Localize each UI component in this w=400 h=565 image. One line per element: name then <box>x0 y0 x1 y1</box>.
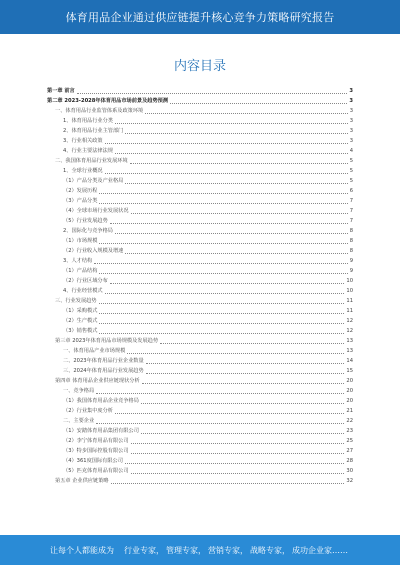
toc-title: 内容目录 <box>173 59 226 74</box>
toc-entry-label: （1）安踏体育用品集团有限公司 <box>63 428 139 434</box>
toc-entry[interactable] <box>47 386 353 396</box>
toc-entry-page: 7 <box>349 208 353 214</box>
toc-entry-page: 4 <box>349 148 353 154</box>
toc-dot-leader <box>146 373 345 374</box>
toc-entry-page: 5 <box>349 168 353 174</box>
toc-entry[interactable] <box>47 96 353 106</box>
toc-entry-page: 10 <box>346 278 353 284</box>
toc-entry-page: 3 <box>349 98 353 104</box>
toc-entry-label: （3）销售模式 <box>63 328 98 334</box>
toc-entry-page: 22 <box>346 418 353 424</box>
toc-dot-leader <box>99 273 347 274</box>
toc-dot-leader <box>96 393 344 394</box>
toc-entry[interactable] <box>47 166 353 176</box>
report-title: 体育用品企业通过供应链提升核心竞争力策略研究报告 <box>65 11 335 24</box>
toc-entry-page: 6 <box>349 188 353 194</box>
toc-entry[interactable] <box>47 116 353 126</box>
toc-entry-page: 20 <box>346 388 353 394</box>
toc-entry-label: 一、竞争格局 <box>63 388 95 394</box>
footer-tag: 管理专家， <box>166 545 206 555</box>
toc-entry[interactable] <box>47 156 353 166</box>
toc-entry-page: 5 <box>349 178 353 184</box>
toc-entry[interactable] <box>47 256 353 266</box>
toc-entry[interactable] <box>47 136 353 146</box>
toc-dot-leader <box>96 423 344 424</box>
toc-entry[interactable] <box>47 86 353 96</box>
toc-entry-label: （2）发展历程 <box>63 188 98 194</box>
toc-entry-page: 21 <box>346 408 353 414</box>
toc-entry[interactable] <box>47 306 353 316</box>
toc-entry-label: （3）特步国际控股有限公司 <box>63 448 129 454</box>
toc-dot-leader <box>131 473 345 474</box>
toc-entry[interactable] <box>47 366 353 376</box>
toc-entry-page: 3 <box>349 128 353 134</box>
toc-dot-leader <box>141 403 344 404</box>
footer-banner <box>0 535 400 565</box>
toc-entry[interactable] <box>47 286 353 296</box>
toc-dot-leader <box>99 303 345 304</box>
toc-dot-leader <box>99 313 344 314</box>
toc-entry-label: 第三章 2023年体育用品市场规模及发展趋势 <box>55 338 159 344</box>
toc-entry-page: 27 <box>346 448 353 454</box>
toc-entry-page: 13 <box>346 348 353 354</box>
toc-entry-label: 一、体育用品产业市场规模 <box>63 348 126 354</box>
toc-dot-leader <box>131 453 345 454</box>
toc-dot-leader <box>125 463 345 464</box>
toc-entry-page: 15 <box>346 368 353 374</box>
toc-entry-page: 3 <box>349 108 353 114</box>
toc-entry[interactable] <box>47 186 353 196</box>
toc-entry[interactable] <box>47 476 353 486</box>
toc-entry-label: 2、国际化与竞争格局 <box>63 228 113 234</box>
toc-entry-page: 23 <box>346 428 353 434</box>
toc-entry[interactable] <box>47 146 353 156</box>
toc-entry-label: （2）行业集中度分析 <box>63 408 113 414</box>
toc-entry[interactable] <box>47 466 353 476</box>
toc-dot-leader <box>105 293 345 294</box>
toc-entry[interactable] <box>47 126 353 136</box>
toc-entry-label: 第五章 企业供应链策略 <box>55 478 109 484</box>
toc-entry-label: 1、全球行业概况 <box>63 168 103 174</box>
toc-entry-label: 第四章 体育用品企业供应链现状分析 <box>55 378 140 384</box>
toc-dot-leader <box>94 263 347 264</box>
toc-entry-page: 14 <box>346 358 353 364</box>
toc-entry[interactable] <box>47 356 353 366</box>
toc-entry-page: 12 <box>346 318 353 324</box>
toc-entry-label: 第一章 前言 <box>47 88 75 94</box>
toc-entry-page: 30 <box>346 468 353 474</box>
toc-entry[interactable] <box>47 416 353 426</box>
toc-entry[interactable] <box>47 406 353 416</box>
toc-dot-leader <box>115 413 344 414</box>
toc-entry-page: 28 <box>346 458 353 464</box>
toc-dot-leader <box>99 203 347 204</box>
toc-entry-page: 8 <box>349 248 353 254</box>
toc-entry[interactable] <box>47 346 353 356</box>
toc-entry-label: 2、体育用品行业主管部门 <box>63 128 124 134</box>
toc-entry-page: 10 <box>346 288 353 294</box>
toc-entry-label: （4）361度国际有限公司 <box>63 458 123 464</box>
toc-entry-page: 9 <box>349 268 353 274</box>
toc-dot-leader <box>127 353 344 354</box>
table-of-contents <box>47 86 353 486</box>
toc-entry[interactable] <box>47 246 353 256</box>
footer-tag: 战略专家， <box>250 545 290 555</box>
toc-dot-leader <box>99 243 347 244</box>
toc-entry-label: （1）产品结构 <box>63 268 98 274</box>
toc-entry-label: （2）行业区域分布 <box>63 278 108 284</box>
toc-dot-leader <box>115 153 348 154</box>
toc-entry-label: （1）产品分类及产业格局 <box>63 178 124 184</box>
toc-entry-page: 20 <box>346 378 353 384</box>
toc-entry-page: 11 <box>346 308 353 314</box>
toc-entry-label: （3）产品分类 <box>63 198 98 204</box>
toc-dot-leader <box>141 433 344 434</box>
footer-tag: 行业专家， <box>124 545 164 555</box>
footer-tag: 营销专家， <box>208 545 248 555</box>
toc-entry-page: 7 <box>349 218 353 224</box>
toc-entry-label: 三、2024年体育用品行业发展趋势 <box>63 368 144 374</box>
toc-entry-label: 二、我国体育用品行业发展环境 <box>55 158 128 164</box>
toc-entry[interactable] <box>47 326 353 336</box>
toc-dot-leader <box>131 443 345 444</box>
toc-entry[interactable] <box>47 446 353 456</box>
toc-dot-leader <box>105 143 348 144</box>
toc-dot-leader <box>125 183 347 184</box>
toc-entry-label: （2）生产模式 <box>63 318 98 324</box>
toc-dot-leader <box>125 133 347 134</box>
toc-entry-page: 32 <box>346 478 353 484</box>
toc-entry-page: 7 <box>349 198 353 204</box>
toc-entry-label: 二、主要企业 <box>63 418 95 424</box>
toc-entry-page: 8 <box>349 228 353 234</box>
toc-entry-label: 1、体育用品行业分类 <box>63 118 113 124</box>
toc-entry[interactable] <box>47 296 353 306</box>
toc-entry-page: 3 <box>349 88 353 94</box>
toc-dot-leader <box>130 163 348 164</box>
footer-lead: 让每个人都能成为 <box>50 545 114 555</box>
toc-dot-leader <box>99 193 347 194</box>
toc-entry-page: 3 <box>349 118 353 124</box>
toc-entry[interactable] <box>47 456 353 466</box>
toc-entry-page: 8 <box>349 238 353 244</box>
toc-entry[interactable] <box>47 216 353 226</box>
toc-dot-leader <box>77 93 348 94</box>
toc-entry-label: （1）市场规模 <box>63 238 98 244</box>
toc-dot-leader <box>131 213 348 214</box>
toc-entry-label: 第二章 2023-2028年体育用品市场前景及趋势预测 <box>47 98 169 104</box>
toc-dot-leader <box>99 333 344 334</box>
toc-entry-label: （5）行业发展趋势 <box>63 218 108 224</box>
toc-entry[interactable] <box>47 226 353 236</box>
toc-dot-leader <box>115 123 348 124</box>
toc-entry-label: 二、2023年体育用品行业企业数量 <box>63 358 144 364</box>
toc-dot-leader <box>115 233 348 234</box>
toc-dot-leader <box>125 253 347 254</box>
toc-entry[interactable] <box>47 336 353 346</box>
toc-entry-page: 9 <box>349 258 353 264</box>
footer-tag: 成功企业家…… <box>292 545 348 555</box>
toc-dot-leader <box>99 323 344 324</box>
toc-dot-leader <box>142 383 345 384</box>
toc-entry-page: 20 <box>346 398 353 404</box>
toc-entry[interactable] <box>47 376 353 386</box>
toc-dot-leader <box>160 343 344 344</box>
toc-entry-label: 3、人才结构 <box>63 258 93 264</box>
toc-entry-label: （2）行业收入规模及增速 <box>63 248 124 254</box>
toc-entry-label: （1）采购模式 <box>63 308 98 314</box>
toc-entry-label: （4）全球市场行业发展状况 <box>63 208 129 214</box>
toc-entry-page: 25 <box>346 438 353 444</box>
toc-dot-leader <box>110 223 348 224</box>
toc-entry-label: 三、行业发展趋势 <box>55 298 97 304</box>
toc-dot-leader <box>146 363 345 364</box>
toc-entry[interactable] <box>47 106 353 116</box>
toc-entry[interactable] <box>47 276 353 286</box>
toc-entry[interactable] <box>47 266 353 276</box>
toc-entry[interactable] <box>47 436 353 446</box>
toc-entry[interactable] <box>47 426 353 436</box>
toc-entry-page: 11 <box>346 298 353 304</box>
toc-entry-page: 13 <box>346 338 353 344</box>
toc-dot-leader <box>111 483 345 484</box>
toc-entry-label: 4、行业经营模式 <box>63 288 103 294</box>
toc-entry[interactable] <box>47 196 353 206</box>
toc-entry-page: 12 <box>346 328 353 334</box>
toc-entry-label: 一、体育用品行业监管体系及政策环境 <box>55 108 144 114</box>
toc-dot-leader <box>170 103 347 104</box>
toc-entry-label: （5）匹克体育用品有限公司 <box>63 468 129 474</box>
toc-entry-label: 3、行业相关政策 <box>63 138 103 144</box>
toc-entry[interactable] <box>47 206 353 216</box>
toc-entry-page: 3 <box>349 138 353 144</box>
toc-entry-label: 4、行业主要法律法规 <box>63 148 113 154</box>
toc-entry-label: （2）李宁体育用品有限公司 <box>63 438 129 444</box>
toc-entry[interactable] <box>47 396 353 406</box>
toc-entry[interactable] <box>47 316 353 326</box>
report-header <box>0 0 400 34</box>
toc-entry[interactable] <box>47 176 353 186</box>
toc-entry-label: （1）我国体育用品企业竞争格局 <box>63 398 139 404</box>
toc-entry-page: 5 <box>349 158 353 164</box>
toc-dot-leader <box>105 173 348 174</box>
toc-dot-leader <box>145 113 347 114</box>
footer-tags <box>124 545 350 556</box>
toc-dot-leader <box>110 283 345 284</box>
toc-entry[interactable] <box>47 236 353 246</box>
